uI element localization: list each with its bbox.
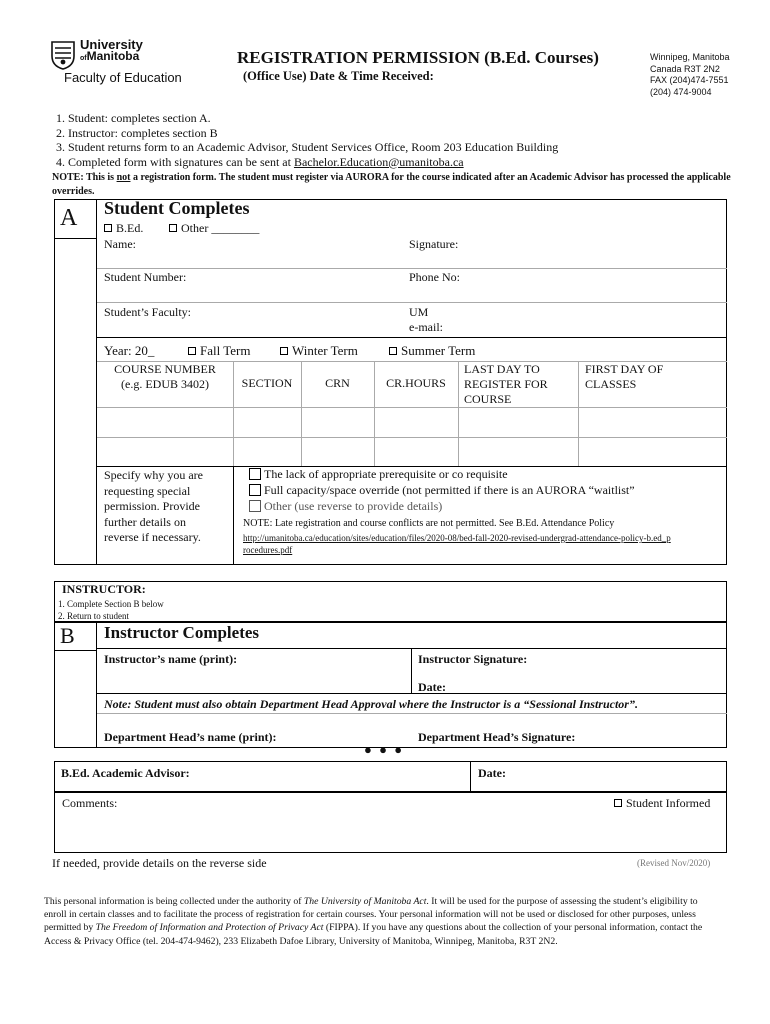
sessional-note: Note: Student must also obtain Department Head Approval where the Instructor is a “Sessional Instructor”. <box>104 697 638 711</box>
student-number-label: Student Number: <box>104 270 187 284</box>
checkbox-icon <box>389 347 397 355</box>
checkbox-icon <box>188 347 196 355</box>
student-informed-checkbox[interactable]: Student Informed <box>614 796 710 811</box>
instruction-item: 4. Completed form with signatures can be sent at Bachelor.Education@umanitoba.ca <box>56 154 464 169</box>
form-title: REGISTRATION PERMISSION (B.Ed. Courses) <box>237 48 599 67</box>
section-b-title: Instructor Completes <box>104 623 260 642</box>
phone-label: Phone No: <box>409 270 460 284</box>
privacy-notice: This personal information is being collected under the authority of The University of Manitoba Act. It will be used for the purpose of assessing the student’s eligibility to enroll in certain classes and to facilitate the process of registration for certain courses. Your personal information will not be used or disclosed for other purposes, unless permitted by The Freedom of Information and Protection of Privacy Act (FIPPA). If you have any questions about the collection of your personal information, contact the Access & Privacy Office (tel. 204-474-9462), 233 Elizabeth Dafoe Library, University of Manitoba, Winnipeg, Manitoba, R3T 2N2. <box>44 896 703 947</box>
reverse-side-note: If needed, provide details on the reverse side <box>52 856 267 870</box>
faculty-name: Faculty of Education <box>64 70 182 85</box>
col-section: SECTION <box>241 376 293 390</box>
office-use-label: (Office Use) Date & Time Received: <box>243 69 434 83</box>
revision-date: (Revised Nov/2020) <box>637 858 711 868</box>
instructor-heading: INSTRUCTOR: <box>62 582 146 596</box>
checkbox-icon <box>104 224 112 232</box>
instruction-list <box>56 111 558 169</box>
winter-term-checkbox[interactable]: Winter Term <box>280 343 358 359</box>
instruction-item: 2. Instructor: completes section B <box>56 125 218 140</box>
department-head-signature-label: Department Head’s Signature: <box>418 730 576 744</box>
advisor-date-label: Date: <box>478 766 506 780</box>
faculty-label: Student’s Faculty: <box>104 305 191 319</box>
checkbox-icon <box>249 468 261 480</box>
instruction-item: 3. Student returns form to an Academic Advisor, Student Services Office, Room 203 Education Building <box>56 140 559 154</box>
email-link[interactable]: Bachelor.Education@umanitoba.ca <box>293 154 464 169</box>
col-cr-hours: CR.HOURS <box>386 376 446 390</box>
registration-note: NOTE: This is not a registration form. The student must register via AURORA for the course indicated after an Academic Advisor has processed the applicable overrides. <box>52 172 731 197</box>
university-logo <box>48 38 218 88</box>
checkbox-icon <box>614 799 622 807</box>
specify-reason-text: Specify why you are requesting special permission. Provide further details on reverse if necessary. <box>104 468 203 544</box>
instructor-signature-label: Instructor Signature: <box>418 652 528 666</box>
attendance-policy-link[interactable]: http://umanitoba.ca/education/sites/education/files/2020-08/bed-fall-2020-revised-undergrad-attendance-policy-b.ed_procedures.pdf <box>243 533 671 555</box>
checkbox-icon <box>169 224 177 232</box>
course-number-input[interactable] <box>98 408 232 436</box>
section-a-letter: A <box>60 205 78 231</box>
comments-label: Comments: <box>62 796 118 810</box>
col-first-day: FIRST DAY OF CLASSES <box>585 362 664 391</box>
crn-input[interactable] <box>302 408 373 436</box>
signature-label: Signature: <box>409 237 459 251</box>
section-input[interactable] <box>234 408 300 436</box>
instructor-steps: 1. Complete Section B below 2. Return to student <box>58 599 164 621</box>
department-head-name-label: Department Head’s name (print): <box>104 730 277 744</box>
checkbox-icon <box>249 484 261 496</box>
fall-term-checkbox[interactable]: Fall Term <box>188 343 250 359</box>
um-email-label: UM e-mail: <box>409 305 443 334</box>
section-b-letter: B <box>60 623 75 648</box>
col-crn: CRN <box>325 376 350 390</box>
year-label: Year: 20_ <box>104 343 155 358</box>
instructor-name-label: Instructor’s name (print): <box>104 652 238 666</box>
summer-term-checkbox[interactable]: Summer Term <box>389 343 475 359</box>
instruction-item: 1. Student: completes section A. <box>56 111 211 125</box>
capacity-checkbox[interactable]: Full capacity/space override (not permitted if there is an AURORA “waitlist” <box>249 483 635 498</box>
logo-line1: University <box>80 37 143 52</box>
name-label: Name: <box>104 237 136 251</box>
col-last-day: LAST DAY TO REGISTER FOR COURSE <box>464 362 548 406</box>
late-registration-note: NOTE: Late registration and course conflicts are not permitted. See B.Ed. Attendance Policy <box>243 518 615 529</box>
crest-icon <box>50 40 76 70</box>
other-reason-checkbox[interactable]: Other (use reverse to provide details) <box>249 499 442 514</box>
section-a-title: Student Completes <box>104 198 250 218</box>
bed-checkbox[interactable]: B.Ed. <box>104 221 143 236</box>
other-checkbox[interactable]: Other ________ <box>169 221 259 236</box>
checkbox-icon <box>249 500 261 512</box>
faculty-address: Winnipeg, Manitoba Canada R3T 2N2 FAX (204)474-7551 (204) 474-9004 <box>650 52 730 97</box>
logo-line2: ofManitoba <box>80 49 140 63</box>
checkbox-icon <box>280 347 288 355</box>
separator-dots: ● ● ● <box>364 742 405 757</box>
instructor-date-label: Date: <box>418 680 446 694</box>
prerequisite-checkbox[interactable]: The lack of appropriate prerequisite or co requisite <box>249 467 508 482</box>
col-course-number: COURSE NUMBER (e.g. EDUB 3402) <box>114 362 216 391</box>
advisor-label: B.Ed. Academic Advisor: <box>61 766 190 780</box>
